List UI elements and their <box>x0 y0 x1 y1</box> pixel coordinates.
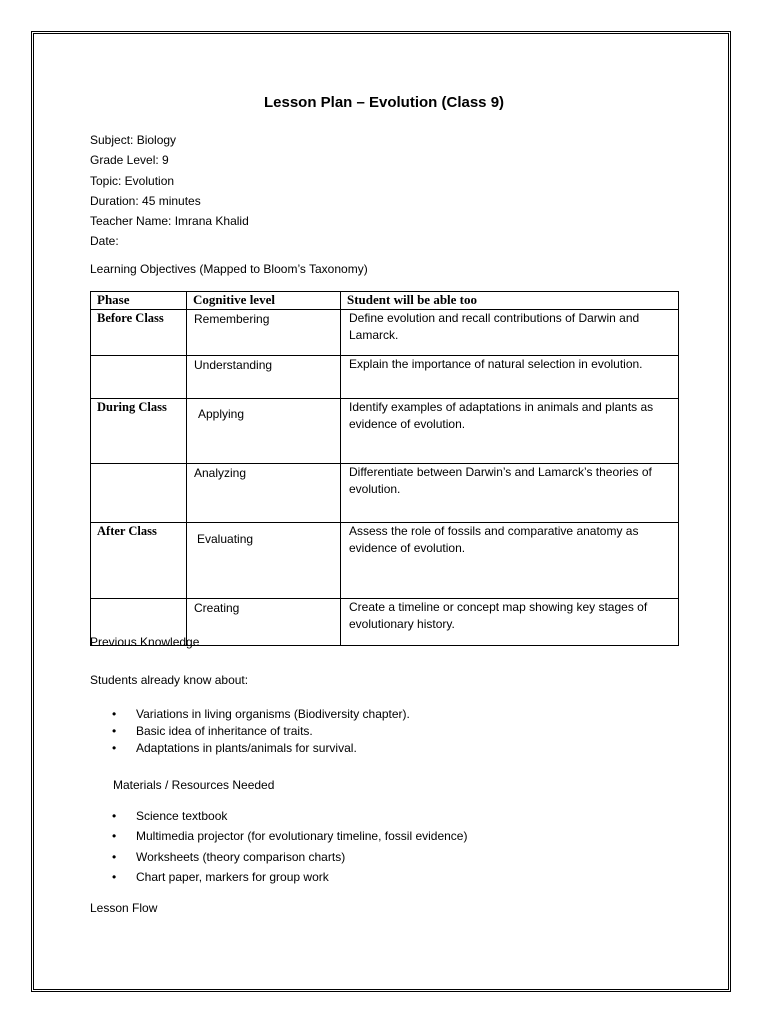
info-duration: Duration: 45 minutes <box>90 193 201 208</box>
info-teacher-name: Teacher Name: Imrana Khalid <box>90 214 249 229</box>
students-know-intro: Students already know about: <box>90 673 249 687</box>
header-student-objective: Student will be able too <box>341 292 679 310</box>
list-item: • Basic idea of inheritance of traits. <box>112 723 410 740</box>
cognitive-level-cell: Applying <box>187 399 341 464</box>
phase-cell <box>91 464 187 523</box>
objective-cell: Explain the importance of natural selection in evolution. <box>341 356 679 399</box>
table-row <box>91 399 679 464</box>
info-subject: Subject: Biology <box>90 133 177 147</box>
cognitive-level-cell: Understanding <box>187 356 341 399</box>
objectives-heading: Learning Objectives (Mapped to Bloom’s Taxonomy) <box>90 262 368 276</box>
cognitive-level-cell: Creating <box>187 599 341 646</box>
phase-cell <box>91 356 187 399</box>
info-topic: Topic: Evolution <box>90 173 175 188</box>
table-row <box>91 464 679 523</box>
students-know-list <box>112 706 410 757</box>
list-item: • Science textbook <box>112 806 467 826</box>
table-row <box>91 310 679 356</box>
list-item: • Multimedia projector (for evolutionary timeline, fossil evidence) <box>112 826 467 846</box>
list-item: • Variations in living organisms (Biodiversity chapter). <box>112 706 410 723</box>
lesson-flow-heading: Lesson Flow <box>90 901 158 915</box>
info-date: Date: <box>90 234 119 249</box>
cognitive-level-cell: Evaluating <box>187 523 341 599</box>
header-phase: Phase <box>91 292 187 310</box>
page-title: Lesson Plan – Evolution (Class 9) <box>263 94 505 111</box>
list-item: • Worksheets (theory comparison charts) <box>112 847 467 867</box>
materials-heading: Materials / Resources Needed <box>113 778 275 792</box>
phase-cell: After Class <box>91 523 187 599</box>
objective-cell: Assess the role of fossils and comparative anatomy as evidence of evolution. <box>341 523 679 599</box>
table-row <box>91 523 679 599</box>
objective-cell: Differentiate between Darwin’s and Lamarck’s theories of evolution. <box>341 464 679 523</box>
phase-cell: Before Class <box>91 310 187 356</box>
table-header-row <box>91 292 679 310</box>
header-cognitive-level: Cognitive level <box>187 292 341 310</box>
info-grade-level: Grade Level: 9 <box>90 153 169 168</box>
objective-cell: Define evolution and recall contributions of Darwin and Lamarck. <box>341 310 679 356</box>
objectives-table <box>90 291 679 646</box>
objective-cell: Identify examples of adaptations in animals and plants as evidence of evolution. <box>341 399 679 464</box>
previous-knowledge-heading: Previous Knowledge <box>90 635 200 649</box>
list-item: • Chart paper, markers for group work <box>112 867 467 887</box>
phase-cell: During Class <box>91 399 187 464</box>
cognitive-level-cell: Remembering <box>187 310 341 356</box>
objective-cell: Create a timeline or concept map showing key stages of evolutionary history. <box>341 599 679 646</box>
table-row <box>91 356 679 399</box>
materials-list <box>112 806 467 887</box>
list-item: • Adaptations in plants/animals for survival. <box>112 740 410 757</box>
cognitive-level-cell: Analyzing <box>187 464 341 523</box>
lesson-info <box>90 130 249 252</box>
